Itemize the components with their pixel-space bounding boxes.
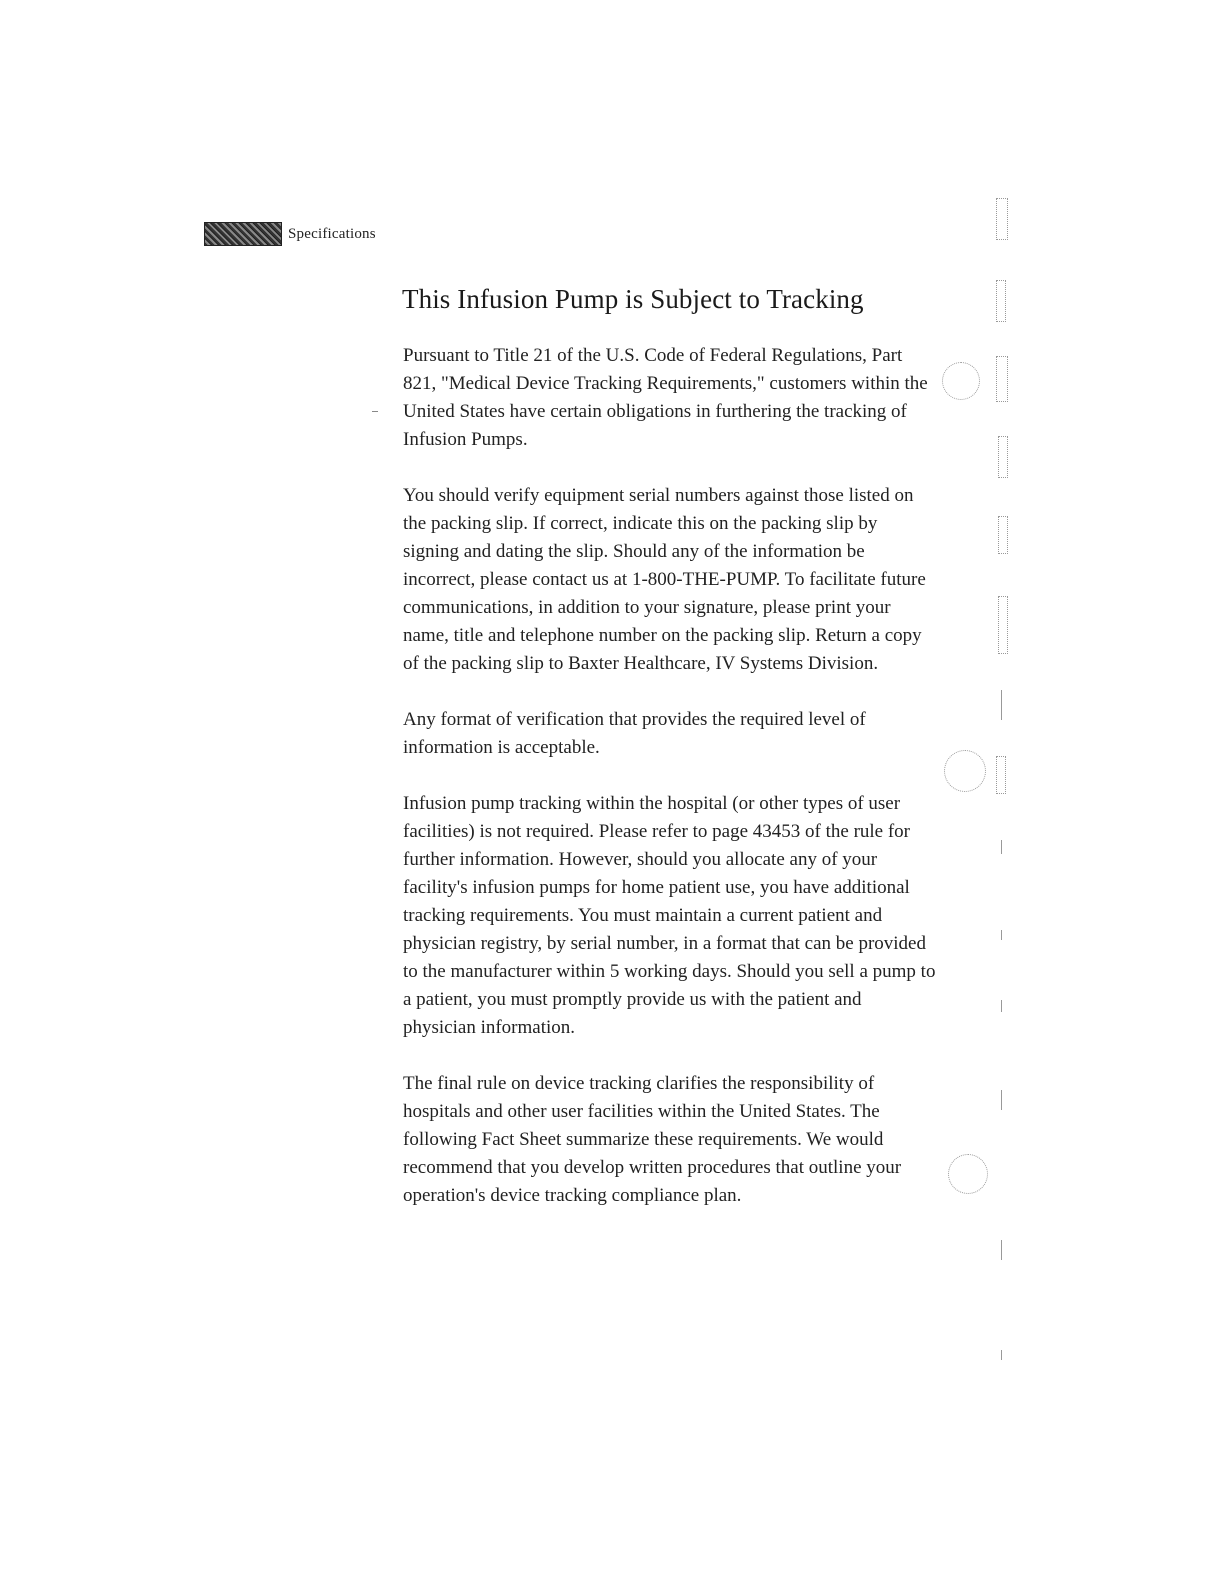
scan-artifact: [998, 596, 1008, 654]
scan-artifacts: [930, 190, 1020, 1390]
scan-artifact: [996, 356, 1008, 402]
section-marker-graphic: [204, 222, 282, 246]
scan-artifact: [1001, 1240, 1002, 1260]
scan-artifact: [998, 436, 1008, 478]
paragraph-verification: You should verify equipment serial numbers against those listed on the packing slip. If correct, indicate this on the packing slip by signing and dating the slip. Should any of the information be incorrect, please contact us at 1-800-THE-PUMP. To facilitate future communications, in addition to your signature, please print your name, title and telephone number on the packing slip. Return a copy of the packing slip to Baxter Healthcare, IV Systems Division.: [403, 485, 926, 674]
scan-artifact: [996, 280, 1006, 322]
scan-artifact: [996, 756, 1006, 794]
scan-artifact: [1001, 840, 1002, 854]
paragraph-regulation: Pursuant to Title 21 of the U.S. Code of Federal Regulations, Part 821, "Medical Device Tracking Requirements," customers within the United States have certain obligations in furthering the tracking of Infusion Pumps.: [403, 345, 928, 450]
scan-artifact: [996, 198, 1008, 240]
scan-artifact: [1001, 930, 1002, 940]
scan-artifact: [998, 516, 1008, 554]
page-title: This Infusion Pump is Subject to Tracking: [402, 284, 864, 314]
scan-artifact: [1001, 690, 1002, 720]
scan-artifact: [944, 750, 986, 792]
paragraph-final-rule: The final rule on device tracking clarifies the responsibility of hospitals and other user facilities within the United States. The following Fact Sheet summarize these requirements. We would recommend that you develop written procedures that outline your operation's device tracking compliance plan.: [403, 1073, 902, 1206]
margin-mark: [372, 411, 378, 412]
scan-artifact: [948, 1154, 988, 1194]
scan-artifact: [1001, 1350, 1002, 1360]
scan-artifact: [1001, 1000, 1002, 1012]
section-header: [204, 222, 376, 246]
scan-artifact: [942, 362, 980, 400]
paragraph-format: Any format of verification that provides the required level of information is acceptable.: [403, 709, 866, 758]
paragraph-hospital-tracking: Infusion pump tracking within the hospital (or other types of user facilities) is not required. Please refer to page 43453 of the rule for further information. However, should you allocate any of your facility's infusion pumps for home patient use, you have additional tracking requirements. You must maintain a current patient and physician registry, by serial number, in a format that can be provided to the manufacturer within 5 working days. Should you sell a pump to a patient, you must promptly provide us with the patient and physician information.: [403, 793, 936, 1038]
body-text: [403, 342, 938, 1238]
scan-artifact: [1001, 1090, 1002, 1110]
section-label: Specifications: [288, 225, 376, 242]
